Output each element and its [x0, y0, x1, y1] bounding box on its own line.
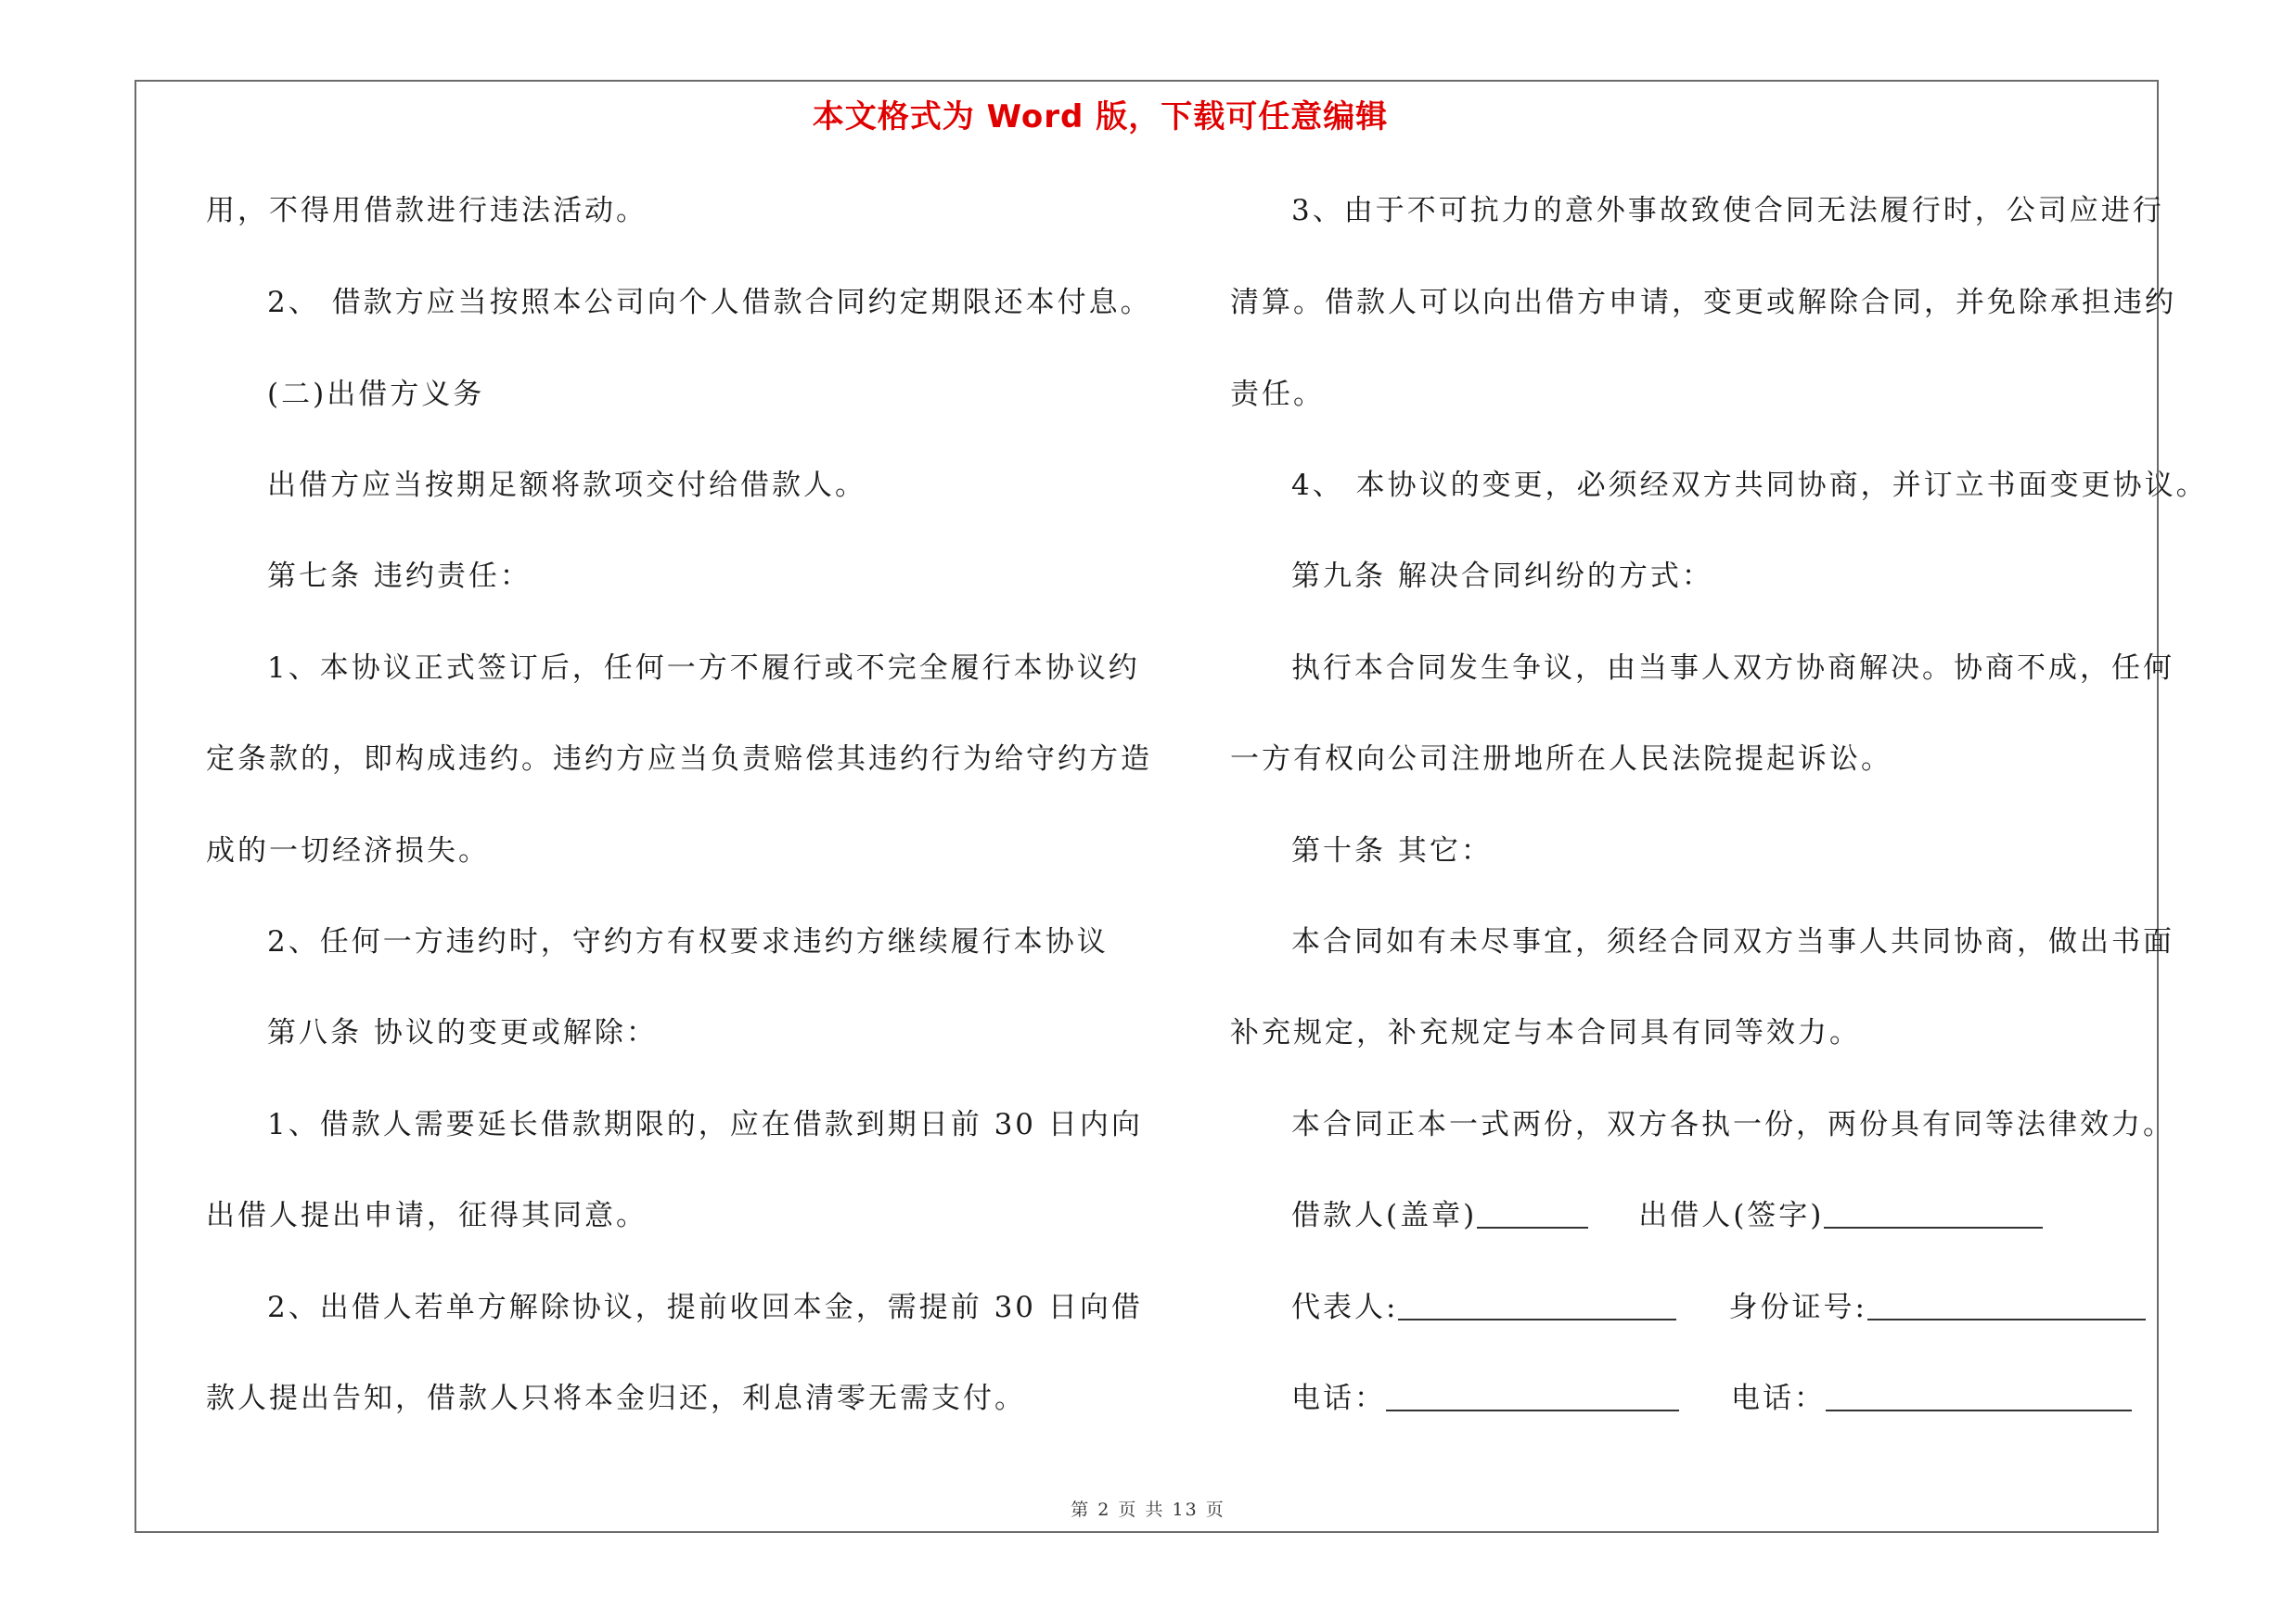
paragraph-line: 执行本合同发生争议，由当事人双方协商解决。协商不成，任何 [1291, 651, 2174, 685]
paragraph-line: 一方有权向公司注册地所在人民法院提起诉讼。 [1230, 742, 1892, 776]
paragraph-line: 2、出借人若单方解除协议，提前收回本金，需提前 30 日向借 [267, 1291, 1143, 1324]
paragraph-line: 本合同如有未尽事宜，须经合同双方当事人共同协商，做出书面 [1291, 925, 2174, 959]
paragraph-line: 补充规定，补充规定与本合同具有同等效力。 [1230, 1016, 1861, 1050]
page-number-footer: 第 2 页 共 13 页 [1071, 1500, 1225, 1520]
paragraph-line: 1、本协议正式签订后，任何一方不履行或不完全履行本协议约 [267, 651, 1140, 685]
signature-row-2 [1291, 1289, 2146, 1326]
article-heading: 第八条 协议的变更或解除： [267, 1016, 658, 1050]
paragraph-line: 用，不得用借款进行违法活动。 [206, 194, 648, 227]
phone-blank-right [1826, 1384, 2132, 1411]
lender-sign-blank [1824, 1201, 2043, 1229]
signature-row-3 [1291, 1380, 2132, 1417]
paragraph-line: 成的一切经济损失。 [206, 834, 490, 868]
borrower-seal-label: 借款人(盖章) [1291, 1199, 1478, 1232]
paragraph-line: 4、 本协议的变更，必须经双方共同协商，并订立书面变更协议。 [1291, 469, 2208, 502]
paragraph-line: 出借人提出申请，征得其同意。 [206, 1199, 648, 1232]
paragraph-line: 1、借款人需要延长借款期限的，应在借款到期日前 30 日内向 [267, 1108, 1143, 1141]
id-number-label: 身份证号: [1728, 1291, 1867, 1324]
signature-row-1 [1291, 1197, 2043, 1234]
article-heading: 第九条 解决合同纠纷的方式： [1291, 560, 1713, 593]
paragraph-line: 2、 借款方应当按照本公司向个人借款合同约定期限还本付息。 [267, 286, 1152, 319]
section-heading: (二)出借方义务 [267, 378, 485, 411]
representative-label: 代表人: [1291, 1291, 1399, 1324]
borrower-seal-blank [1477, 1201, 1588, 1229]
paragraph-line: 3、由于不可抗力的意外事故致使合同无法履行时，公司应进行 [1291, 194, 2164, 227]
phone-label-right: 电话： [1731, 1382, 1826, 1415]
paragraph-line: 定条款的，即构成违约。违约方应当负责赔偿其违约行为给守约方造 [206, 742, 1152, 776]
representative-blank [1398, 1293, 1676, 1320]
paragraph-line: 责任。 [1230, 378, 1325, 411]
article-heading: 第十条 其它： [1291, 834, 1493, 868]
paragraph-line: 出借方应当按期足额将款项交付给借款人。 [267, 469, 866, 502]
paragraph-line: 清算。借款人可以向出借方申请，变更或解除合同，并免除承担违约 [1230, 286, 2176, 319]
lender-sign-label: 出借人(签字) [1638, 1199, 1825, 1232]
word-format-banner: 本文格式为 Word 版，下载可任意编辑 [812, 98, 1389, 135]
paragraph-line: 2、任何一方违约时，守约方有权要求违约方继续履行本协议 [267, 925, 1109, 959]
phone-blank-left [1386, 1384, 1679, 1411]
article-heading: 第七条 违约责任： [267, 560, 532, 593]
paragraph-line: 本合同正本一式两份，双方各执一份，两份具有同等法律效力。 [1291, 1108, 2174, 1141]
phone-label-left: 电话： [1291, 1382, 1386, 1415]
id-number-blank [1867, 1293, 2146, 1320]
paragraph-line: 款人提出告知，借款人只将本金归还，利息清零无需支付。 [206, 1382, 1026, 1415]
